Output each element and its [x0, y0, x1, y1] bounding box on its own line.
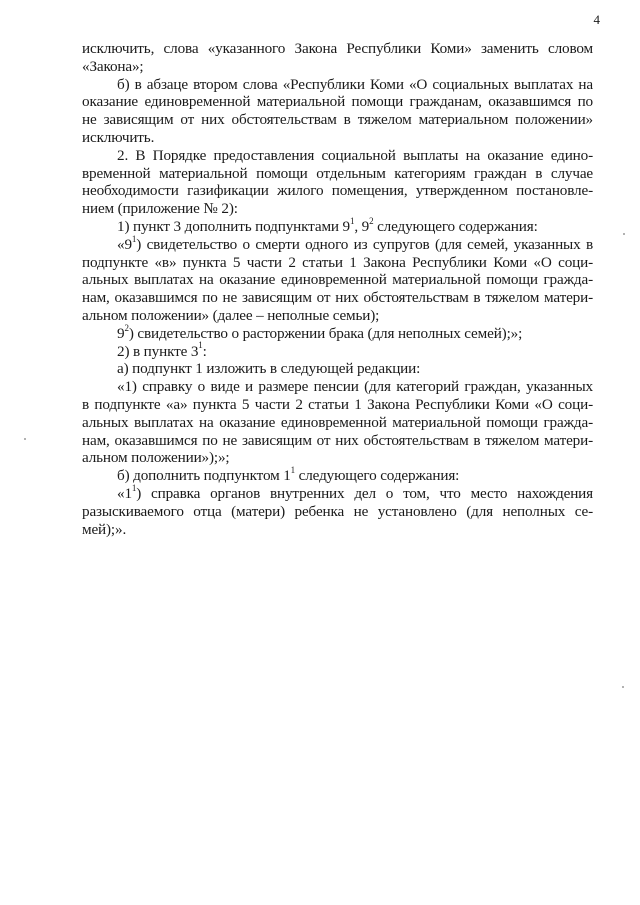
text-fragment: ) справка органов внутренних дел о том, что место нахождения — [136, 484, 593, 502]
text-line: «Закона»; — [82, 57, 144, 75]
text-line — [82, 322, 593, 343]
scan-speck — [622, 686, 624, 688]
text-line: альных выплатах на оказание единовременной материальной помощи гражда- — [82, 413, 593, 431]
text-line: нием (приложение № 2): — [82, 200, 238, 218]
text-line: в подпункте «а» пункта 5 части 2 статьи 1 Закона Республики Коми «О соци- — [82, 395, 593, 413]
document-body — [82, 40, 593, 538]
text-fragment: 9 — [117, 324, 125, 342]
text-line: «1) справку о виде и размере пенсии (для категорий граждан, указанных — [117, 378, 593, 396]
text-line: необходимости газификации жилого помещения, утвержденном постановле- — [82, 182, 593, 200]
text-fragment: б) дополнить подпунктом 1 — [117, 467, 291, 485]
superscript-index: 2 — [124, 322, 129, 333]
text-line — [82, 233, 593, 254]
text-line: 2. В Порядке предоставления социальной выплаты на оказание едино- — [117, 146, 593, 164]
text-line: а) подпункт 1 изложить в следующей редакции: — [117, 360, 421, 378]
scan-speck — [24, 438, 26, 440]
superscript-index: 2 — [369, 215, 374, 226]
text-line — [82, 340, 593, 361]
text-fragment: ) свидетельство о смерти одного из супругов (для семей, указанных в — [136, 235, 593, 253]
text-fragment: , 9 — [354, 217, 370, 235]
text-line: альных выплатах на оказание единовременной материальной помощи гражда- — [82, 271, 593, 289]
text-line: подпункте «в» пункта 5 части 2 статьи 1 Закона Республики Коми «О соци- — [82, 253, 593, 271]
text-line: разыскиваемого отца (матери) ребенка не установлено (для неполных се- — [82, 502, 593, 520]
text-fragment: следующего содержания: — [373, 217, 538, 235]
scan-speck — [623, 233, 625, 235]
text-line: мей);». — [82, 520, 127, 538]
text-line: исключить, слова «указанного Закона Республики Коми» заменить словом — [82, 40, 593, 57]
text-line — [82, 482, 593, 503]
text-fragment: 2) в пункте 3 — [117, 342, 199, 360]
text-line: нам, оказавшимся по не зависящим от них обстоятельствам в тяжелом матери- — [82, 289, 593, 307]
text-fragment: ) свидетельство о расторжении брака (для неполных семей);»; — [128, 324, 523, 342]
text-fragment: «9 — [117, 235, 132, 253]
text-fragment: «1 — [117, 484, 132, 502]
text-line — [82, 215, 593, 236]
text-line: альном положении»);»; — [82, 449, 230, 467]
superscript-index: 1 — [131, 233, 137, 244]
superscript-index: 1 — [198, 340, 203, 351]
text-line: альном положении» (далее – неполные семьи); — [82, 306, 380, 324]
text-line: б) в абзаце втором слова «Республики Коми «О социальных выплатах на — [117, 75, 593, 93]
text-line: оказание единовременной материальной помощи гражданам, оказавшимся по — [82, 93, 593, 111]
page-number: 4 — [593, 12, 600, 27]
superscript-index: 1 — [349, 215, 355, 226]
text-line — [82, 467, 593, 485]
text-line: не зависящим от них обстоятельствам в тяжелом материальном положении» — [82, 111, 593, 129]
text-line: временной материальной помощи отдельным категориям граждан в случае — [82, 164, 593, 182]
text-fragment: следующего содержания: — [295, 467, 460, 485]
text-line: исключить. — [82, 128, 155, 146]
superscript-index: 1 — [290, 465, 296, 476]
superscript-index: 1 — [131, 482, 137, 493]
text-fragment: : — [202, 342, 207, 360]
text-line: нам, оказавшимся по не зависящим от них обстоятельствам в тяжелом матери- — [82, 431, 593, 449]
text-fragment: 1) пункт 3 дополнить подпунктами 9 — [117, 217, 350, 235]
